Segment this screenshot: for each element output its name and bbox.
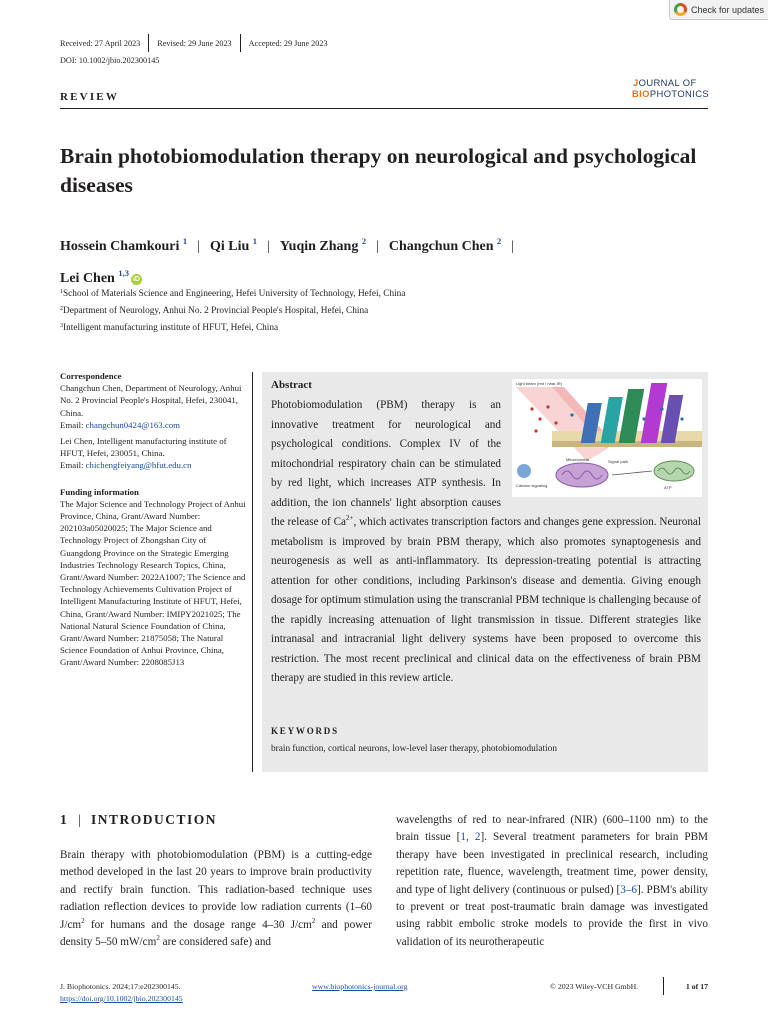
- revised-date: Revised: 29 June 2023: [157, 39, 232, 48]
- svg-text:ATP: ATP: [664, 485, 672, 490]
- orcid-icon[interactable]: iD: [132, 276, 140, 283]
- copyright: © 2023 Wiley-VCH GmbH.: [550, 982, 639, 991]
- author[interactable]: Hossein Chamkouri $^1$: [60, 236, 188, 254]
- body-text-right-column: wavelengths of red to near-infrared (NIR) (600–1100 nm) to the brain tissue [1, 2]. Several treatment parameters for brain PBM therapy have been investigated in preclinical research, including repetition rate, fluence, wavelength, treatment time, power density, and type of light delivery (continuous or pulsed) [3–6]. PBM's ability to prevent or treat post-traumatic brain damage was investigated using rabbit embolic stroke models to provide the first in vivo validation of its neurotherapeutic: [396, 814, 709, 948]
- graphical-abstract-figure: [512, 379, 702, 497]
- svg-text:Signal path: Signal path: [608, 459, 629, 464]
- accepted-date: Accepted: 29 June 2023: [248, 39, 328, 48]
- svg-text:Calcium signaling: Calcium signaling: [516, 483, 548, 488]
- section-heading: 1 | INTRODUCTION: [60, 812, 217, 827]
- journal-citation: J. Biophotonics. 2024;17:e202300145.: [60, 982, 181, 991]
- author[interactable]: Lei Chen $^{1,3}$: [60, 268, 129, 286]
- article-type: REVIEW: [60, 91, 120, 103]
- author-list: Hossein Chamkouri $^1$ | Qi Liu $^1$ | Yuqin Zhang $^2$ | Changchun Chen $^2$ | Lei Chen $^{1,3}$iD: [60, 236, 515, 286]
- abstract-text: Photobiomodulation (PBM) therapy is an innovative treatment for neurological and psychological conditions. Complex IV of the mitochondrial respiratory chain can be stimulated by red light, which increases ATP synthesis. In addition, the ion channels' light absorption causes the release of $Ca^{2+}$, which activates transcription factors and changes gene expression. Neuronal metabolism is improved by brain PBM therapy, which also promotes synaptogenesis and neurogenesis as well as anti-inflammatory. Its depression-treating potential is attracting attention for other conditions, including Parkinson's disease and dementia. Giving enough dosage for optimum stimulation using the transcranial PBM technique is challenging because of the rapidly increasing attenuation of light transmission in tissue. Different strategies like intranasal and intracranial light delivery systems have been proposed to overcome this restriction. The most recent preclinical and clinical data on the effectiveness of brain PBM therapy are studied in this review article.: [271, 399, 702, 684]
- keywords-heading: KEYWORDS: [271, 726, 339, 736]
- article-dates: [60, 38, 336, 52]
- article-title: Brain photobiomodulation therapy on neurological and psychological diseases: [60, 144, 697, 197]
- reference-link[interactable]: 3–6: [620, 883, 638, 896]
- footer-divider: [663, 977, 664, 995]
- author[interactable]: Qi Liu $^1$: [209, 236, 258, 254]
- correspondence: Correspondence Changchun Chen, Department of Neurology, Anhui No. 2 Provincial People's Hospital, Hefei, 230041, China. Email: changchun0424@163.com Lei Chen, Intelligent manufacturing institute of HFUT, Hefei, 230051, China. Email: chichengfeiyang@hfut.edu.cn: [60, 371, 242, 471]
- svg-text:Light beam (red / near-IR): Light beam (red / near-IR): [516, 381, 563, 386]
- funding-information: Funding information The Major Science and Technology Project of Anhui Province, China, Grant/Award Number: 202103a05020025; The Major Science and Technology Project of Zhongshan City of Guangdong Province on the Strategic Emerging Industries Technology Research Topics, China, Grant/Award Number: 2022A1007; The Science and Technology Achievements Cultivation Project of Intelligent Manufacturing Institute of HFUT, Hefei, China, Grant/Award Number: IMIPY2021025; The National Natural Science Foundation of China, Grant/Award Number: 21875058; The Natural Science Foundation of Anhui Province, China, Grant/Award Number: 2208085J13: [60, 486, 246, 668]
- email-link[interactable]: chichengfeiyang@hfut.edu.cn: [85, 460, 192, 471]
- author[interactable]: Yuqin Zhang $^2$: [279, 236, 367, 254]
- svg-text:Mitochondria: Mitochondria: [566, 457, 589, 462]
- abstract-heading: Abstract: [271, 379, 312, 391]
- doi: DOI: 10.1002/jbio.202300145: [60, 56, 160, 65]
- received-date: Received: 27 April 2023: [60, 39, 141, 48]
- check-for-updates-label: Check for updates: [691, 4, 765, 15]
- header-rule: [60, 108, 708, 109]
- affiliation: $^3$Intelligent manufacturing institute of HFUT, Hefei, China: [60, 323, 279, 333]
- doi-link[interactable]: https://doi.org/10.1002/jbio.202300145: [60, 994, 183, 1003]
- keywords-list: brain function, cortical neurons, low-level laser therapy, photobiomodulation: [271, 744, 557, 754]
- affiliation: $^1$School of Materials Science and Engineering, Hefei University of Technology, Hefei, China: [60, 289, 406, 299]
- email-link[interactable]: changchun0424@163.com: [85, 419, 180, 430]
- crossmark-icon: [674, 3, 687, 16]
- sidebar: [60, 370, 246, 673]
- sidebar-divider: [252, 372, 253, 772]
- reference-link[interactable]: 1, 2: [460, 831, 481, 844]
- body-text-left-column: Brain therapy with photobiomodulation (PBM) is a cutting-edge method developed in the last 20 years to improve brain productivity and rectify brain function. This radiation-based technique uses radiation reflection devices to provide low radiation currents (1–60 $J/cm^2$ for humans and the dosage range 4–30 $J/cm^2$ and power density 5–50 $mW/cm^2$ are considered safe) and: [60, 849, 372, 949]
- journal-logo: JOURNAL OF BIOPHOTONICS: [632, 77, 710, 99]
- affiliation: $^2$Department of Neurology, Anhui No. 2 Provincial People's Hospital, Hefei, China: [60, 306, 369, 316]
- journal-website-link[interactable]: www.biophotonics-journal.org: [312, 982, 408, 991]
- author[interactable]: Changchun Chen $^2$: [388, 236, 502, 254]
- page-number: 1 of 17: [685, 982, 708, 991]
- check-for-updates-button[interactable]: [669, 0, 768, 20]
